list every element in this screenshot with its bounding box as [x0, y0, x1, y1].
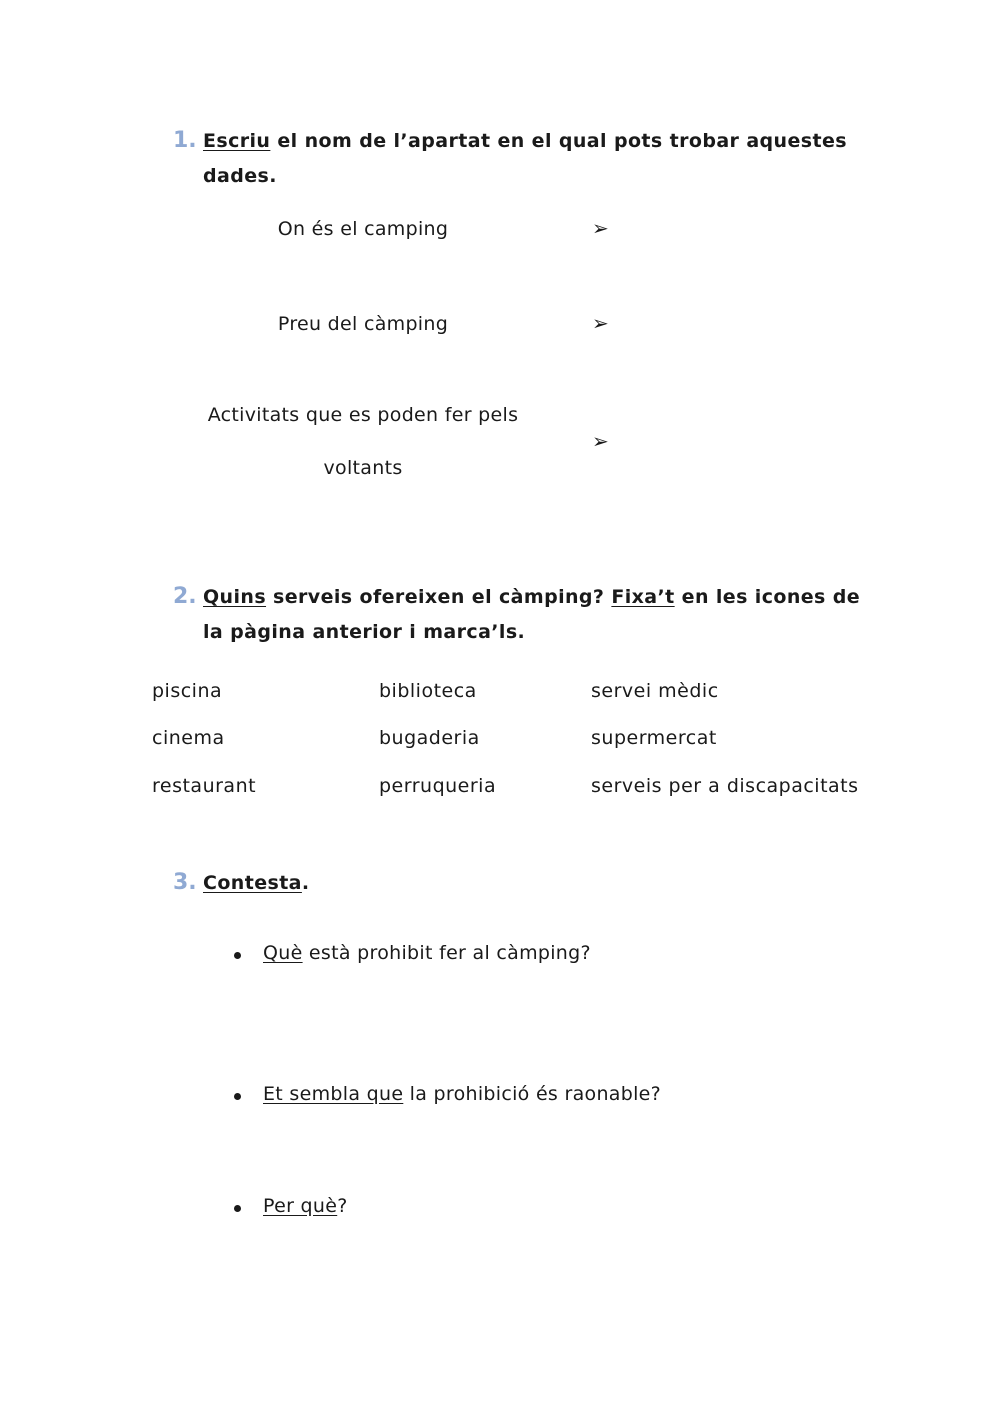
service-option[interactable]: servei mèdic	[591, 680, 719, 702]
question-3-item-2-keyword: Et sembla que	[263, 1083, 404, 1105]
question-1-title-end: dades.	[203, 165, 277, 187]
q1-row-label-1: On és el camping	[277, 218, 449, 240]
service-option[interactable]: biblioteca	[379, 680, 477, 702]
question-1-keyword: Escriu	[203, 130, 271, 152]
question-1-title	[203, 124, 883, 194]
service-option[interactable]: cinema	[152, 727, 225, 749]
q1-row-arrow-2: ➢	[592, 311, 609, 335]
service-option[interactable]: piscina	[152, 680, 223, 702]
question-3-item-1	[263, 942, 591, 964]
question-3-item-1-text: està prohibit fer al càmping?	[302, 942, 591, 964]
question-3-number: 3.	[173, 870, 197, 895]
q1-row-arrow-1: ➢	[592, 216, 609, 240]
question-3-item-2	[263, 1083, 661, 1105]
question-3-item-2-text: la prohibició és raonable?	[403, 1083, 662, 1105]
question-3-keyword: Contesta	[203, 872, 302, 894]
question-3-item-3	[263, 1195, 348, 1217]
question-3-item-3-keyword: Per què	[263, 1195, 338, 1217]
service-option[interactable]: serveis per a discapacitats	[591, 775, 859, 797]
question-3-title	[203, 866, 310, 901]
question-2-keyword-1: Quins	[203, 586, 267, 608]
question-2-text-1: serveis ofereixen el càmping?	[266, 586, 612, 608]
question-3-title-end: .	[301, 872, 310, 894]
q1-row-arrow-3: ➢	[592, 429, 609, 453]
question-1-title-text: el nom de l’apartat en el qual pots trobar aquestes	[270, 130, 847, 152]
bullet-icon	[234, 1205, 241, 1212]
question-2-title	[203, 580, 903, 650]
question-2-number: 2.	[173, 584, 197, 609]
bullet-icon	[234, 1093, 241, 1100]
service-option[interactable]: perruqueria	[379, 775, 497, 797]
question-3-item-1-keyword: Què	[263, 942, 303, 964]
question-2-text-2: en les icones de	[674, 586, 861, 608]
question-3-item-3-text: ?	[337, 1195, 348, 1217]
service-option[interactable]: restaurant	[152, 775, 257, 797]
question-2-keyword-2: Fixa’t	[611, 586, 675, 608]
question-2-line-2: la pàgina anterior i marca’ls.	[203, 621, 526, 643]
service-option[interactable]: supermercat	[591, 727, 717, 749]
q1-row-label-3a: Activitats que es poden fer pels	[207, 404, 519, 426]
question-1-number: 1.	[173, 128, 197, 153]
q1-row-label-3b: voltants	[323, 457, 403, 479]
service-option[interactable]: bugaderia	[379, 727, 480, 749]
q1-row-label-2: Preu del càmping	[277, 313, 449, 335]
bullet-icon	[234, 952, 241, 959]
